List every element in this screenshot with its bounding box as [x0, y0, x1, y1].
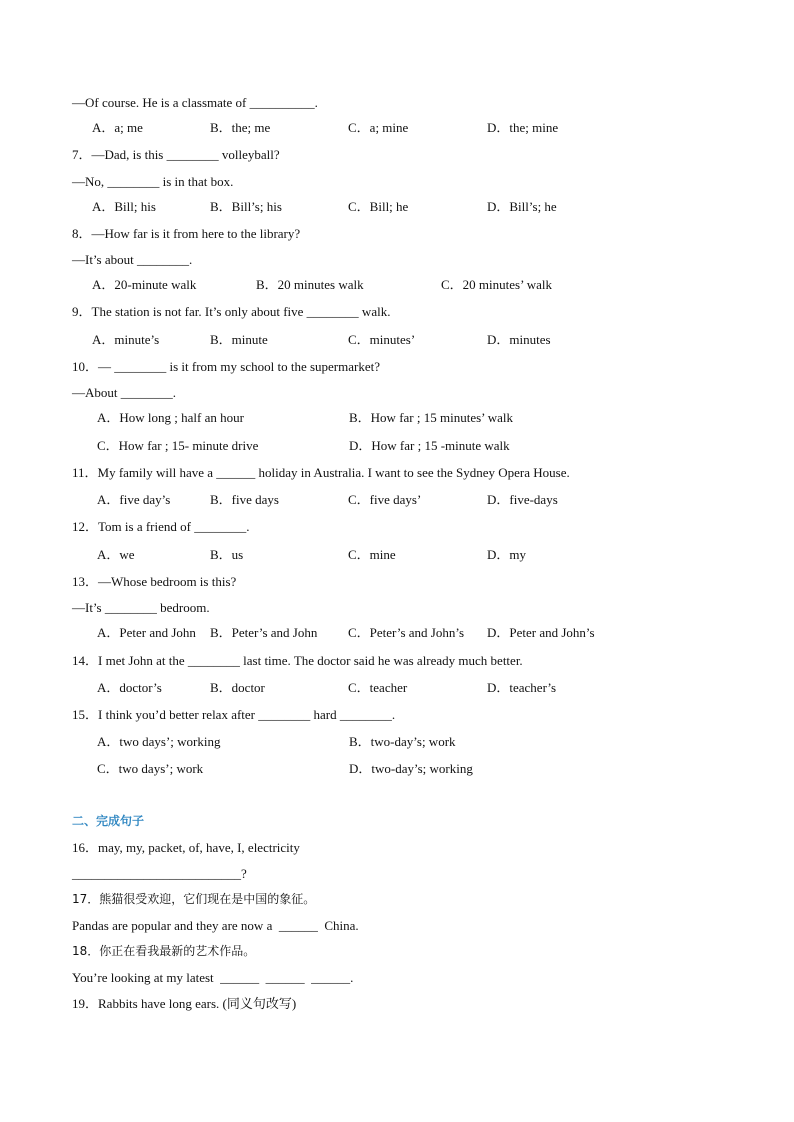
question-7-stem: 7．—Dad, is this ________ volleyball? — [72, 147, 280, 162]
question-16-stem: 16．may, my, packet, of, have, I, electricity — [72, 840, 300, 855]
question-13-reply: —It’s ________ bedroom. — [72, 600, 210, 615]
option-15-a: A．two days’; working — [97, 734, 221, 749]
option-9-d: D．minutes — [487, 332, 551, 347]
option-9-b: B．minute — [210, 332, 268, 347]
question-12-stem: 12．Tom is a friend of ________. — [72, 519, 250, 534]
question-18-stem: 18．你正在看我最新的艺术作品。 — [72, 944, 256, 958]
option-6-d: D．the; mine — [487, 120, 559, 135]
option-14-d: D．teacher’s — [487, 680, 557, 695]
option-10-d: D．How far ; 15 -minute walk — [349, 438, 510, 453]
option-8-b: B．20 minutes walk — [256, 277, 364, 292]
option-7-b: B．Bill’s; his — [210, 199, 282, 214]
option-13-c: C．Peter’s and John’s — [348, 625, 465, 640]
question-7-reply: —No, ________ is in that box. — [72, 174, 234, 189]
question-13-stem: 13．—Whose bedroom is this? — [72, 574, 237, 589]
question-8-reply: —It’s about ________. — [72, 252, 193, 267]
option-14-b: B．doctor — [210, 680, 265, 695]
option-6-c: C．a; mine — [348, 120, 409, 135]
question-18-blank-line: You’re looking at my latest ______ ______ ______. — [72, 970, 354, 985]
option-11-d: D．five-days — [487, 492, 558, 507]
option-15-d: D．two-day’s; working — [349, 761, 473, 776]
option-9-c: C．minutes’ — [348, 332, 416, 347]
option-7-a: A．Bill; his — [92, 199, 156, 214]
option-15-c: C．two days’; work — [97, 761, 204, 776]
option-7-d: D．Bill’s; he — [487, 199, 557, 214]
option-8-a: A．20-minute walk — [92, 277, 197, 292]
option-11-b: B．five days — [210, 492, 279, 507]
question-16-blank: __________________________? — [72, 866, 247, 881]
option-13-b: B．Peter’s and John — [210, 625, 318, 640]
question-19-stem: 19．Rabbits have long ears. (同义句改写) — [72, 996, 297, 1011]
option-12-a: A．we — [97, 547, 135, 562]
option-12-b: B．us — [210, 547, 244, 562]
option-12-d: D．my — [487, 547, 527, 562]
option-10-b: B．How far ; 15 minutes’ walk — [349, 410, 514, 425]
question-14-stem: 14．I met John at the ________ last time. The doctor said he was already much better. — [72, 653, 523, 668]
question-10-reply: —About ________. — [72, 385, 176, 400]
question-9-stem: 9．The station is not far. It’s only about five ________ walk. — [72, 304, 391, 319]
option-6-b: B．the; me — [210, 120, 271, 135]
option-6-a: A．a; me — [92, 120, 143, 135]
question-8-stem: 8．—How far is it from here to the library? — [72, 226, 301, 241]
question-6-answer-line: —Of course. He is a classmate of __________. — [72, 95, 318, 110]
option-11-c: C．five days’ — [348, 492, 422, 507]
option-10-c: C．How far ; 15- minute drive — [97, 438, 259, 453]
option-8-c: C．20 minutes’ walk — [441, 277, 552, 292]
section-heading: 二、完成句子 — [72, 814, 145, 828]
option-11-a: A．five day’s — [97, 492, 171, 507]
question-10-stem: 10．— ________ is it from my school to the supermarket? — [72, 359, 380, 374]
option-15-b: B．two-day’s; work — [349, 734, 456, 749]
option-14-c: C．teacher — [348, 680, 408, 695]
option-10-a: A．How long ; half an hour — [97, 410, 244, 425]
question-17-blank-line: Pandas are popular and they are now a ______ China. — [72, 918, 359, 933]
question-17-stem: 17．熊猫很受欢迎，它们现在是中国的象征。 — [72, 892, 316, 906]
option-13-a: A．Peter and John — [97, 625, 196, 640]
option-9-a: A．minute’s — [92, 332, 160, 347]
option-7-c: C．Bill; he — [348, 199, 409, 214]
question-15-stem: 15．I think you’d better relax after ________ hard ________. — [72, 707, 396, 722]
question-11-stem: 11．My family will have a ______ holiday in Australia. I want to see the Sydney Opera House. — [72, 465, 570, 480]
option-12-c: C．mine — [348, 547, 396, 562]
option-14-a: A．doctor’s — [97, 680, 162, 695]
option-13-d: D．Peter and John’s — [487, 625, 595, 640]
